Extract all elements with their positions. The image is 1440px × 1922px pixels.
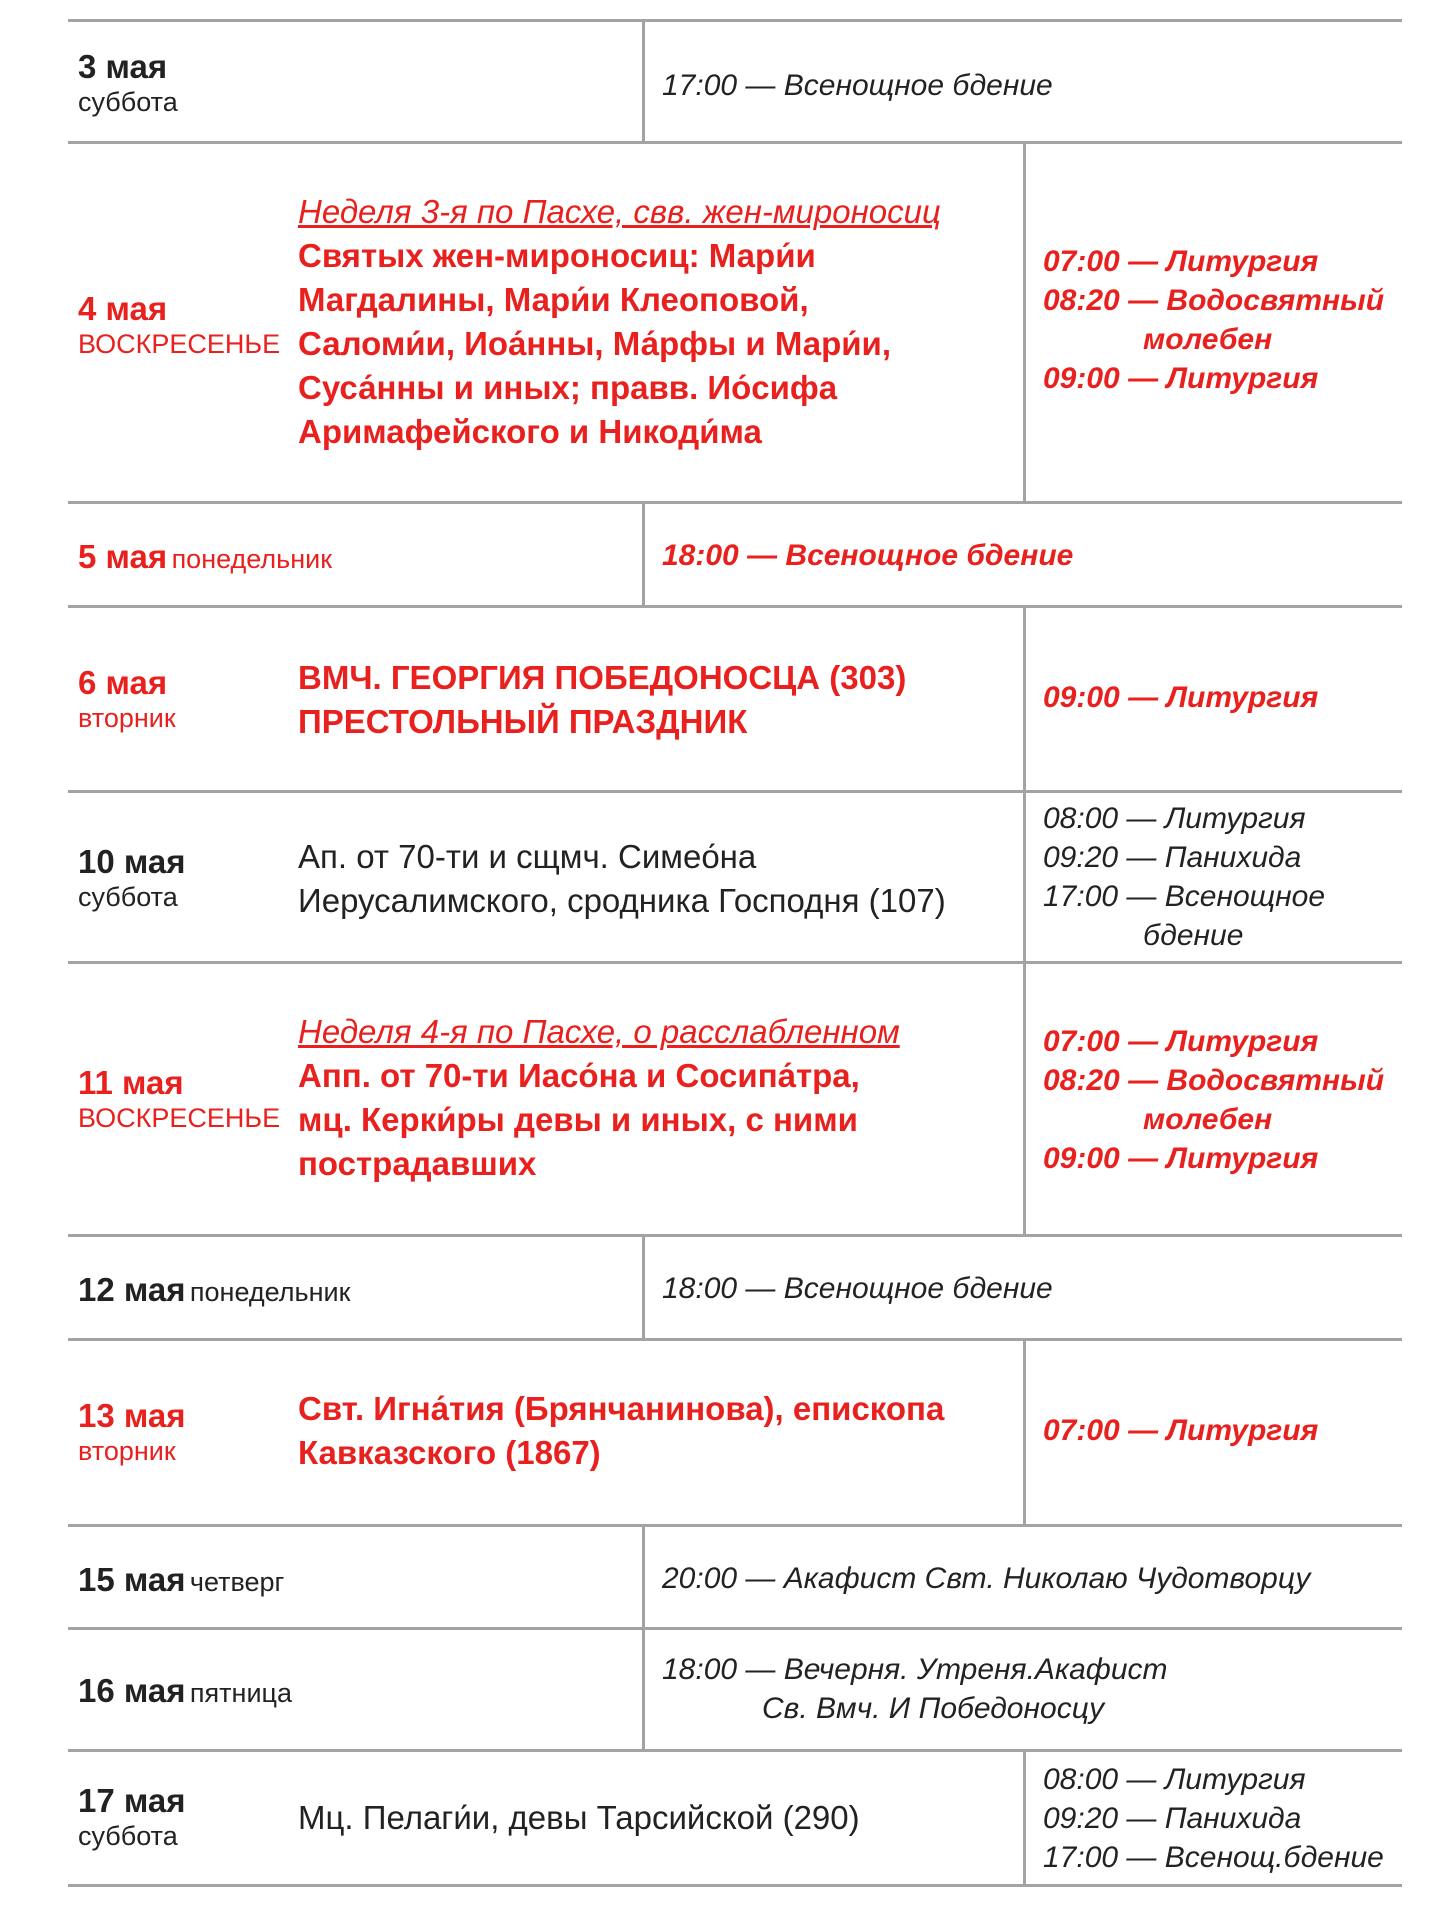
feast-title-line: Апп. от 70-ти Иасо́на и Сосипа́тра,	[298, 1057, 860, 1094]
day-label: 17 мая	[78, 1782, 186, 1819]
schedule-row	[68, 1630, 1402, 1752]
weekday-label: суббота	[78, 882, 178, 912]
weekday-label: ВОСКРЕСЕНЬЕ	[78, 1103, 281, 1133]
service-line: Св. Вмч. И Победоносцу	[662, 1692, 1105, 1725]
schedule-row	[68, 793, 1402, 964]
column-divider	[642, 22, 645, 141]
weekday-label: понедельник	[189, 1277, 351, 1307]
feast-week-label: Неделя 4-я по Пасхе, о расслабленном	[298, 1013, 900, 1050]
date-cell	[78, 290, 280, 360]
feast-title-line: Аримафейского и Никоди́ма	[298, 413, 762, 450]
feast-title-line: ВМЧ. ГЕОРГИЯ ПОБЕДОНОСЦА (303)	[298, 659, 907, 696]
service-line: 08:20 — Водосвятный	[1043, 284, 1385, 317]
service-line: 09:20 — Панихида	[1043, 1802, 1302, 1835]
service-line: молебен	[1043, 323, 1273, 356]
column-divider	[1023, 964, 1026, 1234]
schedule-row	[68, 964, 1402, 1237]
weekday-label: суббота	[78, 1821, 178, 1851]
services-cell	[662, 536, 1073, 575]
services-cell	[1043, 1760, 1384, 1877]
feast-title-line: пострадавших	[298, 1145, 537, 1182]
date-cell	[78, 48, 178, 118]
weekday-label: понедельник	[171, 544, 333, 574]
services-cell	[662, 66, 1053, 105]
schedule-row	[68, 504, 1402, 608]
column-divider	[1023, 144, 1026, 501]
service-line: 17:00 — Всенощное бдение	[662, 69, 1053, 102]
day-label: 16 мая	[78, 1672, 186, 1709]
weekday-label: пятница	[189, 1678, 293, 1708]
service-line: 17:00 — Всенощное	[1043, 880, 1326, 913]
day-label: 12 мая	[78, 1271, 186, 1308]
feast-title-line: Святых жен-мироносиц: Мари́и	[298, 237, 816, 274]
column-divider	[642, 504, 645, 605]
day-label: 4 мая	[78, 290, 168, 327]
feast-title-line: ПРЕСТОЛЬНЫЙ ПРАЗДНИК	[298, 703, 748, 740]
date-cell	[78, 843, 185, 913]
schedule-row	[68, 144, 1402, 504]
services-cell	[662, 1650, 1168, 1728]
feast-title-line: Иерусалимского, сродника Господня (107)	[298, 882, 946, 919]
feast-cell	[298, 1796, 860, 1840]
feast-cell	[298, 835, 946, 923]
schedule-row	[68, 1237, 1402, 1341]
column-divider	[642, 1630, 645, 1749]
services-cell	[1043, 678, 1318, 717]
date-cell	[78, 1397, 185, 1467]
feast-title-line: Суса́нны и иных; правв. Ио́сифа	[298, 369, 838, 406]
service-line: 07:00 — Литургия	[1043, 1025, 1319, 1058]
feast-cell	[298, 656, 906, 744]
service-line: 08:00 — Литургия	[1043, 1763, 1306, 1796]
service-line: 08:20 — Водосвятный	[1043, 1064, 1385, 1097]
weekday-label: ВОСКРЕСЕНЬЕ	[78, 329, 281, 359]
service-line: 17:00 — Всенощ.бдение	[1043, 1841, 1384, 1874]
day-label: 6 мая	[78, 664, 168, 701]
schedule-row	[68, 1752, 1402, 1887]
date-cell	[78, 538, 332, 576]
column-divider	[642, 1527, 645, 1627]
feast-cell	[298, 1010, 900, 1186]
weekday-label: четверг	[189, 1567, 285, 1597]
service-line: 09:00 — Литургия	[1043, 362, 1319, 395]
feast-title-line: Магдалины, Мари́и Клеоповой,	[298, 281, 809, 318]
services-cell	[662, 1559, 1310, 1598]
feast-cell	[298, 190, 941, 454]
feast-title-line: Ап. от 70-ти и сщмч. Симео́на	[298, 838, 757, 875]
column-divider	[642, 1237, 645, 1338]
column-divider	[1023, 793, 1026, 961]
feast-title-line: Свт. Игна́тия (Брянчанинова), епископа	[298, 1390, 945, 1427]
service-line: 09:00 — Литургия	[1043, 1142, 1319, 1175]
day-label: 15 мая	[78, 1561, 186, 1598]
feast-title-line: мц. Керки́ры девы и иных, с ними	[298, 1101, 858, 1138]
column-divider	[1023, 1752, 1026, 1884]
day-label: 13 мая	[78, 1397, 186, 1434]
date-cell	[78, 1782, 185, 1852]
services-cell	[662, 1269, 1053, 1308]
date-cell	[78, 664, 176, 734]
services-cell	[1043, 1411, 1318, 1450]
services-cell	[1043, 242, 1384, 398]
services-cell	[1043, 1022, 1384, 1178]
column-divider	[1023, 1341, 1026, 1524]
service-line: 09:20 — Панихида	[1043, 841, 1302, 874]
date-cell	[78, 1064, 280, 1134]
day-label: 10 мая	[78, 843, 186, 880]
service-line: 08:00 — Литургия	[1043, 802, 1306, 835]
day-label: 11 мая	[78, 1064, 184, 1101]
weekday-label: вторник	[78, 703, 176, 733]
schedule-row	[68, 608, 1402, 793]
weekday-label: вторник	[78, 1436, 176, 1466]
schedule-row	[68, 1527, 1402, 1630]
feast-title-line: Кавказского (1867)	[298, 1434, 601, 1471]
day-label: 3 мая	[78, 48, 168, 85]
feast-title-line: Мц. Пелаги́и, девы Тарсийской (290)	[298, 1799, 860, 1836]
service-line: 07:00 — Литургия	[1043, 245, 1319, 278]
service-line: 18:00 — Всенощное бдение	[662, 1272, 1053, 1305]
weekday-label: суббота	[78, 87, 178, 117]
feast-title-line: Саломи́и, Иоа́нны, Ма́рфы и Мари́и,	[298, 325, 892, 362]
feast-week-label: Неделя 3-я по Пасхе, свв. жен-мироносиц	[298, 193, 941, 230]
schedule-row	[68, 19, 1402, 144]
feast-cell	[298, 1387, 944, 1475]
column-divider	[1023, 608, 1026, 790]
services-cell	[1043, 799, 1325, 955]
service-line: бдение	[1043, 919, 1244, 952]
date-cell	[78, 1271, 350, 1309]
service-line: 09:00 — Литургия	[1043, 681, 1319, 714]
day-label: 5 мая	[78, 538, 168, 575]
date-cell	[78, 1561, 284, 1599]
service-line: 18:00 — Вечерня. Утреня.Акафист	[662, 1653, 1168, 1686]
service-line: 07:00 — Литургия	[1043, 1414, 1319, 1447]
service-line: 20:00 — Акафист Свт. Николаю Чудотворцу	[662, 1562, 1311, 1595]
service-line: 18:00 — Всенощное бдение	[662, 539, 1074, 572]
service-line: молебен	[1043, 1103, 1273, 1136]
date-cell	[78, 1672, 292, 1710]
schedule-row	[68, 1341, 1402, 1527]
